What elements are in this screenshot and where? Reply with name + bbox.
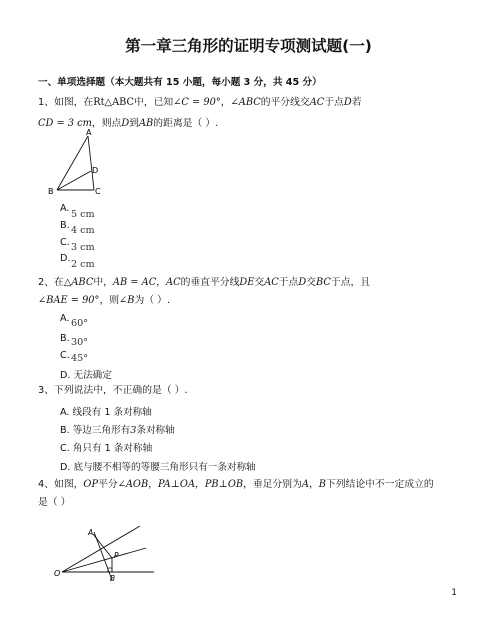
q2-option-c-value: 45°	[71, 353, 89, 364]
option-label: B.	[60, 425, 70, 436]
q2-text: 交	[254, 277, 265, 288]
q1-math: ∠ABC	[230, 97, 261, 108]
q4-stem-line2: 是（ ）	[38, 497, 71, 508]
q1-option-b-value: 4 cm	[71, 225, 95, 236]
q2-option-c[interactable]	[60, 350, 70, 361]
q1-text: 1、如图，在	[38, 97, 94, 108]
option-value: 等边三角形有	[72, 425, 131, 436]
q4-math: PA⊥OA	[157, 479, 196, 490]
q2-math: AB = AC	[112, 277, 157, 288]
q4-text: ，垂足分别为	[243, 479, 302, 490]
q3-option-b[interactable]	[60, 422, 175, 436]
q3-stem: 3、下列说法中，不正确的是（ ）.	[38, 385, 188, 396]
q4-ray-op	[62, 548, 146, 572]
q4-math: A	[301, 479, 309, 490]
page-title: 第一章三角形的证明专项测试题(一)	[125, 37, 372, 55]
option-value: 无法确定	[73, 370, 112, 381]
q4-label-o: O	[54, 569, 61, 578]
q1-text: ，则点	[91, 118, 122, 129]
q4-label-a: A	[88, 528, 94, 537]
option-math: 3	[130, 425, 137, 436]
option-value: 条对称轴	[136, 425, 175, 436]
q1-option-c[interactable]	[60, 237, 70, 248]
q4-angle-bisector-figure	[50, 522, 160, 584]
q3-option-c[interactable]	[60, 440, 152, 454]
section-heading: 一、单项选择题（本大题共有 15 小题，每小题 3 分，共 45 分）	[38, 77, 322, 88]
q1-option-b[interactable]	[60, 220, 70, 231]
option-label: C.	[60, 237, 70, 248]
q1-math: Rt△ABC	[93, 97, 135, 108]
q1-text: 到	[129, 118, 139, 129]
q4-ray-oa	[62, 526, 140, 572]
q1-triangle-figure	[40, 128, 110, 198]
q4-text: 4、如图，	[38, 479, 84, 490]
q2-text: 中，	[93, 277, 113, 288]
q2-stem-line2	[38, 294, 170, 308]
q1-option-c-value: 3 cm	[71, 242, 95, 253]
q1-text: 中，已知	[134, 97, 174, 108]
option-label: A.	[60, 313, 70, 324]
q1-text: 若	[351, 97, 362, 108]
option-label: D.	[60, 370, 71, 381]
q2-math: △ABC	[63, 277, 94, 288]
q2-text: ，	[156, 277, 167, 288]
q2-option-d[interactable]	[60, 367, 112, 381]
q1-label-c: C	[95, 187, 101, 196]
option-label: B.	[60, 220, 70, 231]
q2-stem-line1	[38, 276, 370, 290]
q1-label-a: A	[86, 128, 92, 137]
q1-label-d: D	[92, 166, 99, 175]
q2-text: 的垂直平分线	[180, 277, 240, 288]
q1-option-d-value: 2 cm	[71, 259, 95, 270]
q4-label-p: P	[114, 551, 119, 560]
q4-text: 平分	[98, 479, 118, 490]
q2-text: 交	[306, 277, 317, 288]
option-value: 线段有 1 条对称轴	[72, 407, 152, 418]
q1-side-ab	[57, 136, 88, 190]
q4-label-b: B	[110, 574, 116, 583]
q2-math: AC	[264, 277, 279, 288]
q2-option-b-value: 30°	[71, 337, 89, 348]
q3-option-a[interactable]	[60, 404, 152, 418]
q1-side-ac	[88, 136, 94, 190]
q2-option-a-value: 60°	[71, 318, 89, 329]
q4-text: 下列结论中不一定成立的	[325, 479, 434, 490]
option-label: A.	[60, 407, 70, 418]
q2-math: ∠BAE = 90°	[38, 295, 100, 306]
q1-label-b: B	[48, 187, 54, 196]
q2-math: AC	[166, 277, 181, 288]
q2-text: 于点，且	[330, 277, 371, 288]
option-label: D.	[60, 253, 71, 264]
q1-option-a-value: 5 cm	[71, 209, 95, 220]
q3-option-d[interactable]	[60, 459, 256, 473]
q1-math: D	[343, 97, 352, 108]
q1-option-d[interactable]	[60, 253, 70, 264]
q2-text: ，则	[99, 295, 120, 306]
page-number: 1	[451, 588, 457, 598]
option-label: C.	[60, 443, 70, 454]
q4-text: ，	[148, 479, 158, 490]
q2-math: D	[298, 277, 307, 288]
q4-text: ，	[195, 479, 205, 490]
option-value: 底与腰不相等的等腰三角形只有一条对称轴	[73, 462, 256, 473]
q2-option-b[interactable]	[60, 333, 70, 344]
q4-text: ，	[308, 479, 319, 490]
option-label: C.	[60, 350, 70, 361]
q1-text: 于点	[324, 97, 344, 108]
q2-math: ∠B	[119, 295, 135, 306]
option-label: D.	[60, 462, 71, 473]
option-value: 角只有 1 条对称轴	[72, 443, 153, 454]
q2-math: DE	[239, 277, 255, 288]
q1-math: AB	[138, 118, 154, 129]
q1-stem-line1	[38, 96, 362, 110]
q4-math: PB⊥OB	[204, 479, 244, 490]
q1-math: ∠C = 90°	[173, 97, 221, 108]
q4-stem-line1	[38, 478, 434, 492]
q2-math: BC	[316, 277, 331, 288]
q1-text: 的平分线交	[260, 97, 310, 108]
option-label: B.	[60, 333, 70, 344]
q1-option-a[interactable]	[60, 203, 69, 214]
q2-option-a[interactable]	[60, 313, 69, 324]
q1-math: CD = 3 cm	[38, 118, 92, 129]
q2-text: 于点	[278, 277, 299, 288]
q1-math: AC	[309, 97, 325, 108]
q4-math: ∠AOB	[117, 479, 149, 490]
q4-math: B	[318, 479, 326, 490]
q1-text: 的距离是（ ）.	[153, 118, 219, 129]
q2-text: 为（ ）.	[134, 295, 171, 306]
q1-text: ，	[220, 97, 231, 108]
q1-math: D	[121, 118, 130, 129]
option-label: A.	[60, 203, 70, 214]
q4-math: OP	[83, 479, 99, 490]
q2-text: 2、在	[38, 277, 64, 288]
